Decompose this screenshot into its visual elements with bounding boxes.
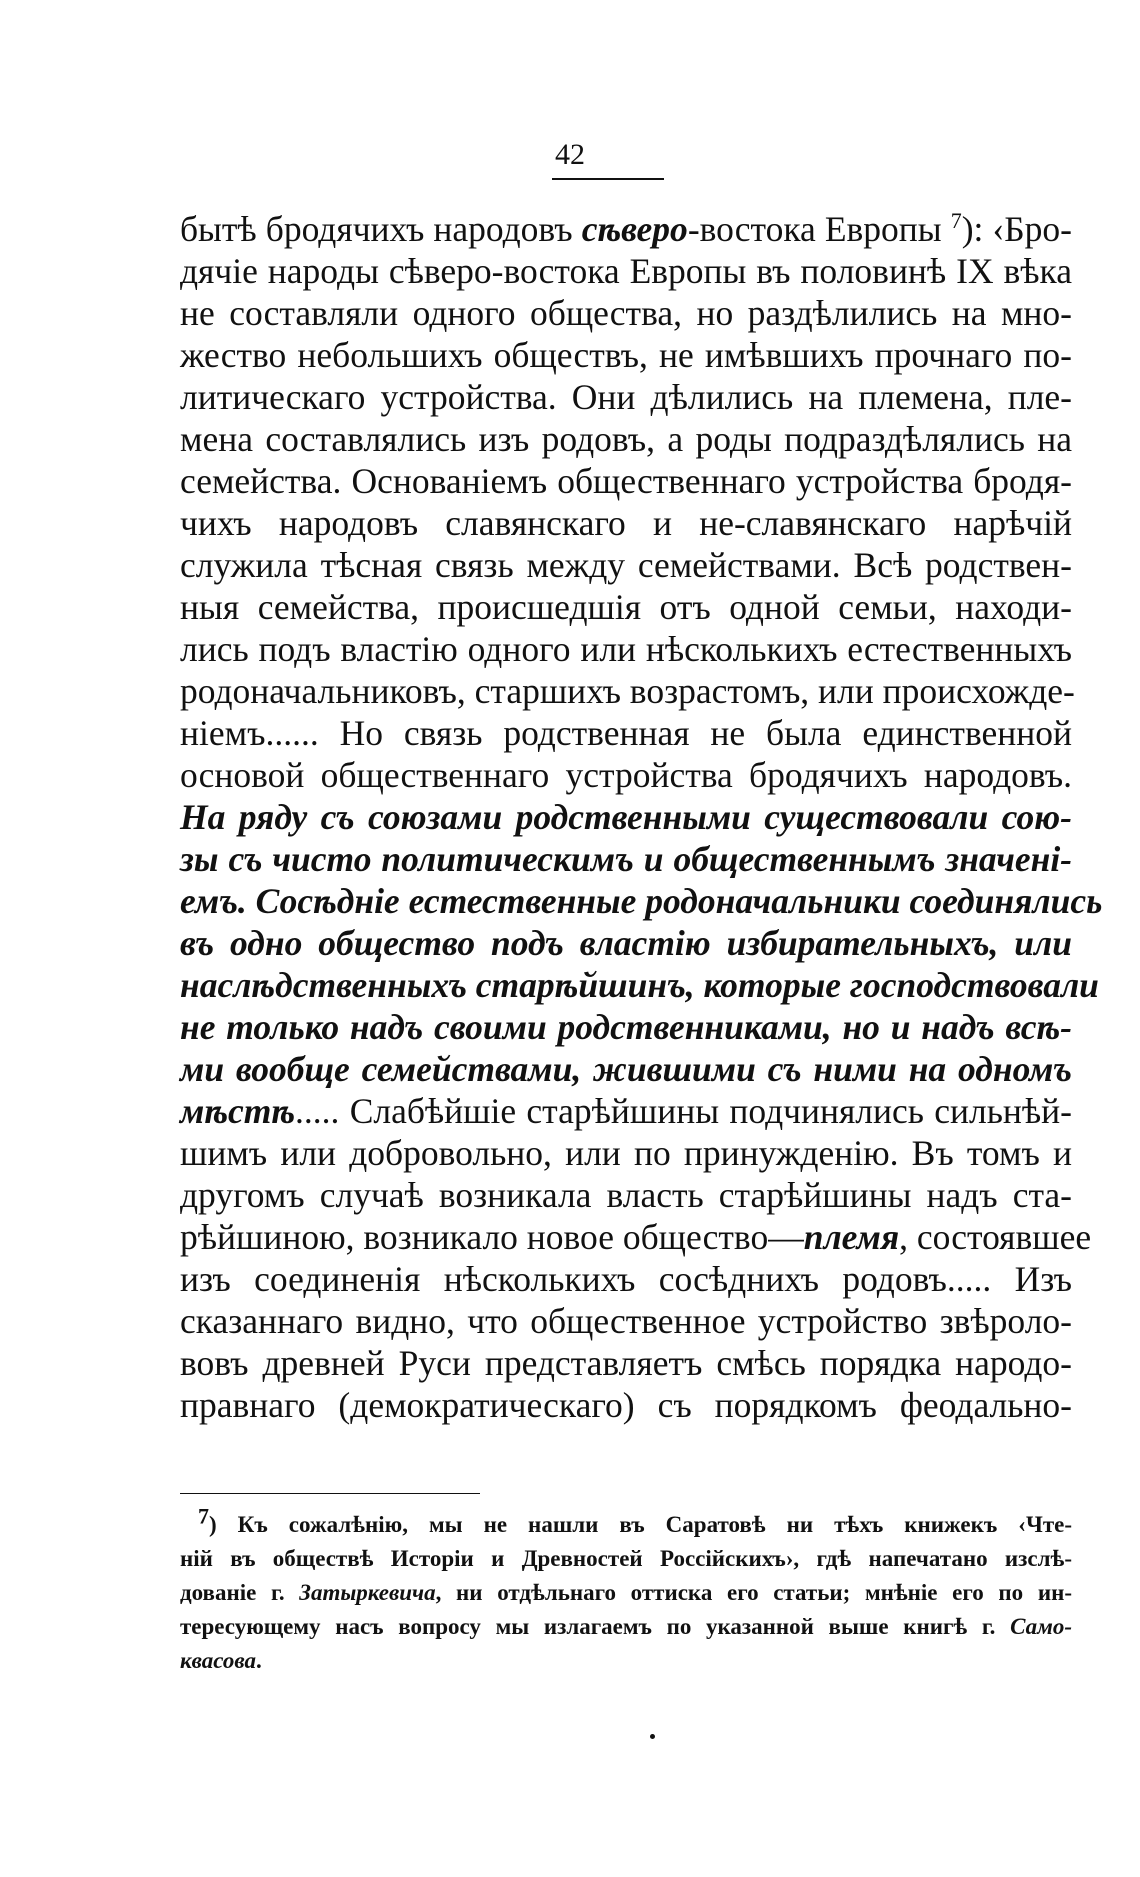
italic-run: сѣверо [581, 209, 688, 249]
body-line [180, 250, 1072, 292]
body-line [180, 1300, 1072, 1342]
text-run: тересующему насъ вопросу мы излагаемъ по указанной выше книгѣ г. [180, 1614, 1011, 1639]
stray-dot [650, 1734, 655, 1739]
text-run: ..... Слабѣйшіе старѣйшины подчинялись сильнѣй- [295, 1091, 1072, 1131]
footnote-line [180, 1576, 1072, 1610]
text-run: лись подъ властію одного или нѣсколькихъ естественныхъ [180, 629, 1072, 669]
text-run: жество небольшихъ обществъ, не имѣвшихъ прочнаго по- [180, 335, 1072, 375]
footnote-line [180, 1610, 1072, 1644]
italic-run: емъ. Сосѣдніе естественные родоначальники соединялись [180, 881, 1103, 921]
text-run: ) Къ сожалѣнію, мы не нашли въ Саратовѣ ни тѣхъ книжекъ ‹Чте- [209, 1512, 1072, 1537]
body-text [180, 208, 1103, 1426]
text-run: рѣйшиною, возникало новое общество— [180, 1217, 804, 1257]
text-run: мена составлялись изъ родовъ, а роды подраздѣлялись на [180, 419, 1072, 459]
body-line [180, 796, 1072, 838]
body-line [180, 880, 1103, 922]
italic-run: квасова [180, 1648, 257, 1673]
body-line [180, 1132, 1072, 1174]
footnote-marker: 7 [198, 1503, 209, 1529]
text-run: не составляли одного общества, но раздѣлились на мно- [180, 293, 1072, 333]
body-line [180, 208, 1072, 250]
text-run: ): ‹Бро- [961, 209, 1072, 249]
body-line [180, 964, 1099, 1006]
body-line [180, 670, 1075, 712]
text-run: ніемъ...... Но связь родственная не была единственной [180, 713, 1072, 753]
text-run: бытѣ бродячихъ народовъ [180, 209, 582, 249]
body-line [180, 712, 1072, 754]
body-line [180, 376, 1072, 418]
footnote-line [180, 1503, 1072, 1542]
page-number: 42 [555, 138, 585, 171]
text-run: родоначальниковъ, старшихъ возрастомъ, или происхожде- [180, 671, 1075, 711]
text-run: дячіе народы сѣверо-востока Европы въ половинѣ IX вѣка [180, 251, 1072, 291]
italic-run: въ одно общество подъ властію избирательныхъ, или [180, 923, 1072, 963]
text-run: вовъ древней Руси представляетъ смѣсь порядка народо- [180, 1343, 1072, 1383]
body-line [180, 586, 1072, 628]
text-run: ныя семейства, происшедшія отъ одной семьи, находи- [180, 587, 1072, 627]
text-run: -востока Европы [687, 209, 951, 249]
footnote-line [180, 1542, 1072, 1576]
body-line [180, 334, 1072, 376]
italic-run: мѣстѣ [180, 1091, 296, 1131]
body-line [180, 418, 1072, 460]
body-line [180, 502, 1072, 544]
text-run: сказаннаго видно, что общественное устройство звѣроло- [180, 1301, 1072, 1341]
text-run: чихъ народовъ славянскаго и не-славянскаго нарѣчій [180, 503, 1072, 543]
body-line [180, 1342, 1072, 1384]
text-run: другомъ случаѣ возникала власть старѣйшины надъ ста- [180, 1175, 1072, 1215]
body-line [180, 544, 1072, 586]
body-line [180, 1090, 1072, 1132]
body-line [180, 1006, 1072, 1048]
body-line [180, 292, 1072, 334]
body-line [180, 838, 1072, 880]
text-run: служила тѣсная связь между семействами. Всѣ родствен- [180, 545, 1072, 585]
italic-run: На ряду съ союзами родственными существовали сою- [180, 797, 1072, 837]
text-run: литическаго устройства. Они дѣлились на племена, пле- [180, 377, 1072, 417]
text-run: , состоявшее [899, 1217, 1092, 1257]
italic-run: Само- [1010, 1614, 1072, 1639]
body-line [180, 1174, 1072, 1216]
footnote-marker: 7 [950, 208, 962, 234]
body-line [180, 460, 1072, 502]
text-run: шимъ или добровольно, или по принужденію. Въ томъ и [180, 1133, 1072, 1173]
text-run: семейства. Основаніемъ общественнаго устройства бродя- [180, 461, 1072, 501]
body-line [180, 628, 1072, 670]
body-line [180, 1258, 1072, 1300]
text-run: основой общественнаго устройства бродячихъ народовъ. [180, 755, 1072, 795]
page-number-rule [552, 178, 664, 180]
text-run: правнаго (демократическаго) съ порядкомъ феодально- [180, 1385, 1072, 1425]
footnote-rule [180, 1493, 480, 1494]
body-line [180, 1384, 1072, 1426]
italic-run: зы съ чисто политическимъ и общественнымъ значені- [180, 839, 1072, 879]
text-run: . [256, 1648, 262, 1673]
body-line [180, 754, 1072, 796]
text-run: изъ соединенія нѣсколькихъ сосѣднихъ родовъ..... Изъ [180, 1259, 1072, 1299]
text-run: дованіе г. [180, 1580, 300, 1605]
body-line [180, 922, 1072, 964]
footnote-line [180, 1644, 1072, 1678]
italic-run: ми вообще семействами, жившими съ ними на одномъ [180, 1049, 1072, 1089]
body-line [180, 1216, 1092, 1258]
italic-run: племя [803, 1217, 900, 1257]
italic-run: не только надъ своими родственниками, но и надъ всѣ- [180, 1007, 1072, 1047]
text-run: ній въ обществѣ Исторіи и Древностей Россійскихъ›, гдѣ напечатано изслѣ- [180, 1546, 1072, 1571]
body-line [180, 1048, 1072, 1090]
italic-run: Затыркевича [299, 1580, 436, 1605]
footnote [180, 1503, 1072, 1678]
text-run: , ни отдѣльнаго оттиска его статьи; мнѣніе его по ин- [435, 1580, 1072, 1605]
italic-run: наслѣдственныхъ старѣйшинъ, которые господствовали [180, 965, 1099, 1005]
